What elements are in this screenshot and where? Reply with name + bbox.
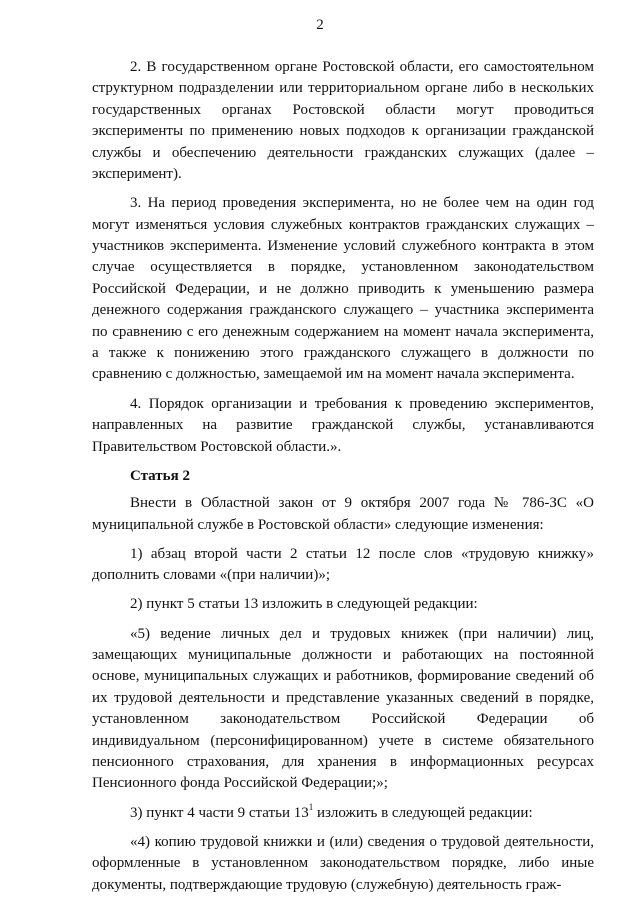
- paragraph-amendments-intro: Внести в Областной закон от 9 октября 2007 года № 786-ЗС «О муниципальной службе в Ростовской области» следующие изменения:: [92, 495, 594, 533]
- amendment-3-text-end: изложить в следующей редакции:: [313, 804, 533, 821]
- paragraph-amendment-2-text: «5) ведение личных дел и трудовых книжек (при наличии) лиц, замещающих муниципальные должности и работающих на постоянной основе, муниципальных служащих и работников, формирование сведений об их трудовой деятельности и представление указанных сведений в порядке, установленном законодательством Российской Федерации об индивидуальном (персонифицированном) учете в системе обязательного пенсионного страхования, для хранения в информационных ресурсах Пенсионного фонда Российской Федерации;»;: [92, 625, 594, 792]
- paragraph-amendment-2: 2) пункт 5 статьи 13 изложить в следующей редакции:: [130, 596, 478, 613]
- amendment-3-text-start: 3) пункт 4 части 9 статьи 13: [130, 804, 309, 821]
- article-superscript: 1: [308, 801, 314, 812]
- document-body: [92, 57, 594, 904]
- page-number: 2: [316, 17, 324, 33]
- paragraph-contract-conditions: 3. На период проведения эксперимента, но не более чем на один год могут изменяться условия служебных контрактов гражданских служащих – участников эксперимента. Изменение условий служебного контракта в этом случае осуществляется в порядке, установленном законодательством Российской Федерации, и не должно приводить к уменьшению размера денежного содержания гражданского служащего – участника эксперимента по сравнению с его денежным содержанием на момент начала эксперимента, а также к понижению этого гражданского служащего в должности по сравнению с должностью, замещаемой им на момент начала эксперимента.: [92, 195, 594, 383]
- paragraph-experiment-procedure: 4. Порядок организации и требования к проведению экспериментов, направленных на развитие гражданской службы, устанавливаются Правительством Ростовской области.».: [92, 395, 594, 455]
- paragraph-amendment-1: 1) абзац второй части 2 статьи 12 после слов «трудовую книжку» дополнить словами «(при наличии)»;: [92, 545, 594, 584]
- paragraph-amendment-3: [92, 803, 594, 824]
- article-heading: Статья 2: [130, 467, 190, 484]
- paragraph-experiment-definition: 2. В государственном органе Ростовской области, его самостоятельном структурном подразделении или территориальном органе либо в нескольких государственных органах Ростовской области могут проводиться эксперименты по применению новых подходов к организации гражданской службы и обеспечению деятельности гражданских служащих (далее – эксперимент).: [92, 59, 594, 183]
- paragraph-amendment-3-text: «4) копию трудовой книжки и (или) сведения о трудовой деятельности, оформленные в установленном законодательством порядке, либо иные документы, подтверждающие трудовую (служебную) деятельность граж-: [92, 833, 594, 893]
